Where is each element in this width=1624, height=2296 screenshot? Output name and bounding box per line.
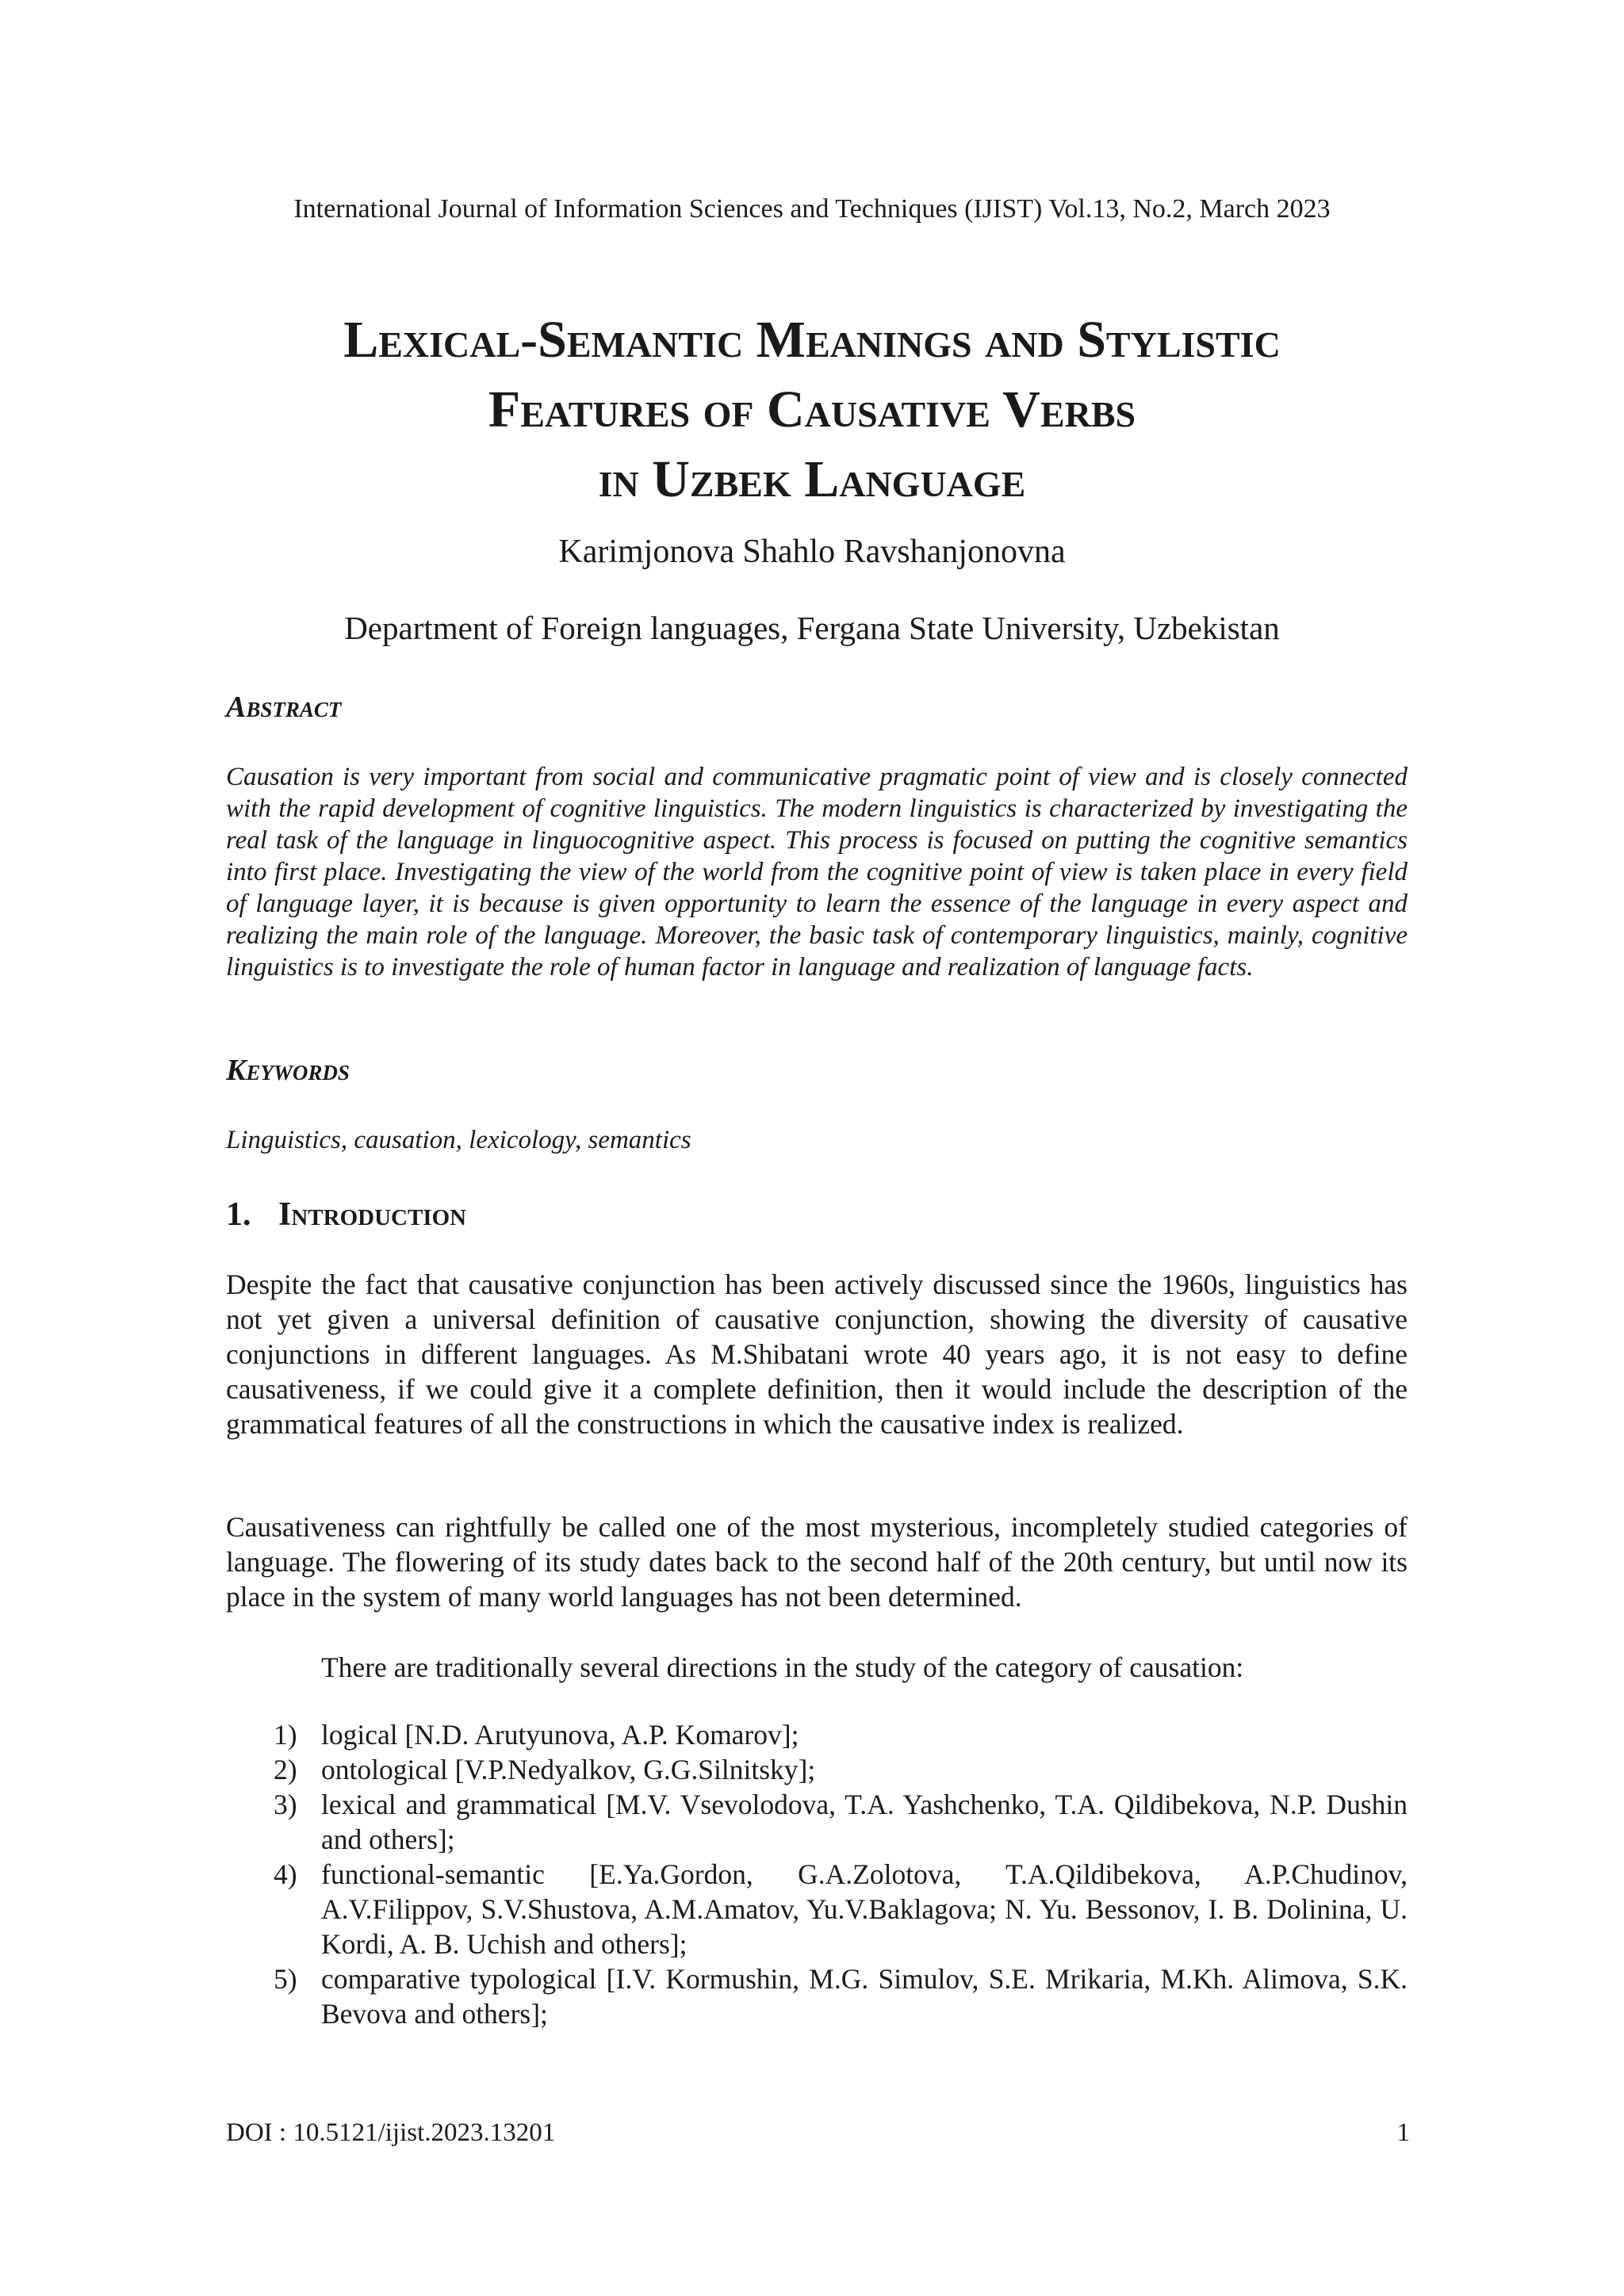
page-number: 1 (1396, 2118, 1410, 2147)
intro-paragraph-1: Despite the fact that causative conjunction has been actively discussed since the 1960s, linguistics has not yet given a universal definition of causative conjunction, showing the diversity of causative conjunctions in different languages. As M.Shibatani wrote 40 years ago, it is not easy to define causativeness, if we could give it a complete definition, then it would include the description of the grammatical features of all the constructions in which the causative index is realized. (226, 1269, 1408, 1440)
keywords-heading: Keywords (226, 1054, 350, 1087)
journal-running-head: International Journal of Information Sciences and Techniques (IJIST) Vol.13, No.2, March 2023 (293, 194, 1331, 224)
paper-title (0, 305, 1624, 515)
list-item-number: 3) (274, 1789, 297, 1820)
section-title: Introduction (278, 1196, 467, 1233)
list-item (274, 1752, 1408, 1787)
abstract-text: Causation is very important from social and communicative pragmatic point of view and is closely connected with the rapid development of cognitive linguistics. The modern linguistics is characterized by investigating the real task of the language in linguocognitive aspect. This process is focused on putting the cognitive semantics into first place. Investigating the view of the world from the cognitive point of view is taken place in every field of language layer, it is because is given opportunity to learn the essence of the language in every aspect and realizing the main role of the language. Moreover, the basic task of contemporary linguistics, mainly, cognitive linguistics is to investigate the role of human factor in language and realization of language facts. (226, 763, 1408, 982)
research-directions-list (274, 1717, 1408, 2031)
list-item-number: 5) (274, 1963, 297, 1995)
list-item-text: functional-semantic [E.Ya.Gordon, G.A.Zolotova, T.A.Qildibekova, A.P.Chudinov, A.V.Filippov, S.V.Shustova, A.M.Amatov, Yu.V.Baklagova; N. Yu. Bessonov, I. B. Dolinina, U. Kordi, A. B. Uchish and others]; (321, 1858, 1408, 1960)
list-item-text: comparative typological [I.V. Kormushin, M.G. Simulov, S.E. Mrikaria, M.Kh. Alimova, S.K. Bevova and others]; (321, 1963, 1408, 2030)
title-line-1: Lexical-Semantic Meanings and Stylistic (343, 311, 1281, 369)
keywords-text: Linguistics, causation, lexicology, semantics (226, 1126, 691, 1154)
section-number: 1. (226, 1196, 251, 1233)
list-item-text: logical [N.D. Arutyunova, A.P. Komarov]; (321, 1719, 799, 1751)
list-item-number: 4) (274, 1858, 297, 1890)
introduction-heading (226, 1196, 466, 1234)
abstract-heading: Abstract (226, 691, 342, 724)
author-affiliation: Department of Foreign languages, Fergana State University, Uzbekistan (344, 610, 1280, 646)
title-line-2: Features of Causative Verbs (488, 381, 1136, 438)
list-item-text: ontological [V.P.Nedyalkov, G.G.Silnitsky]; (321, 1754, 816, 1785)
list-item (274, 1717, 1408, 1752)
doi-footer: DOI : 10.5121/ijist.2023.13201 (226, 2118, 556, 2147)
intro-paragraph-2: Causativeness can rightfully be called one of the most mysterious, incompletely studied categories of language. The flowering of its study dates back to the second half of the 20th century, but until now its place in the system of many world languages has not been determined. (226, 1511, 1408, 1613)
list-item-text: lexical and grammatical [M.V. Vsevolodova, T.A. Yashchenko, T.A. Qildibekova, N.P. Dushin and others]; (321, 1789, 1408, 1855)
list-item (274, 1787, 1408, 1857)
title-line-3: in Uzbek Language (598, 450, 1026, 508)
list-item (274, 1961, 1408, 2031)
list-item (274, 1857, 1408, 1961)
list-item-number: 2) (274, 1754, 297, 1785)
author-name: Karimjonova Shahlo Ravshanjonovna (558, 534, 1066, 570)
intro-paragraph-3: There are traditionally several directions in the study of the category of causation: (321, 1651, 1244, 1683)
list-item-number: 1) (274, 1719, 297, 1751)
